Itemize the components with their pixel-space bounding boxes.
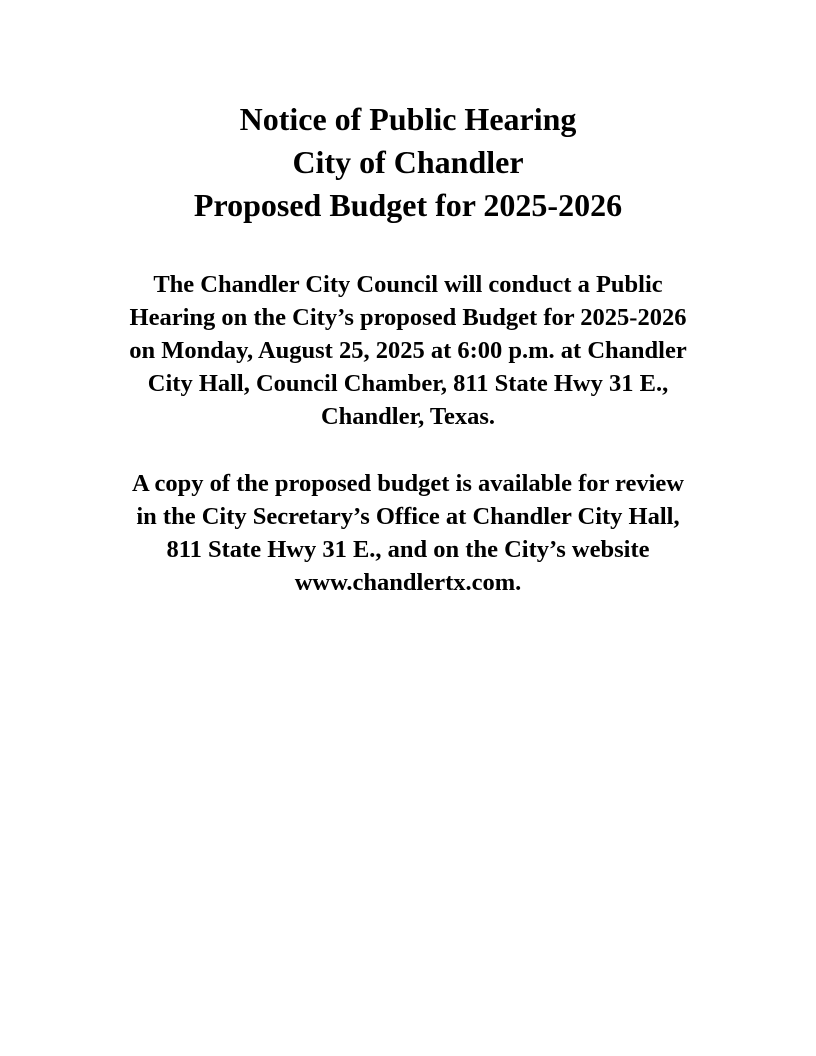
website-link-text: www.chandlertx.com. [294, 569, 522, 596]
paragraph-line: City Hall, Council Chamber, 811 State Hwy 31 E., [147, 370, 669, 397]
paragraph-line: in the City Secretary’s Office at Chandler City Hall, [136, 503, 680, 530]
title-line-notice: Notice of Public Hearing [239, 101, 577, 137]
title-line-city: City of Chandler [292, 144, 524, 180]
paragraph-line: Hearing on the City’s proposed Budget for 2025-2026 [129, 304, 687, 331]
paragraph-line: 811 State Hwy 31 E., and on the City’s website [166, 536, 650, 563]
paragraph-line: A copy of the proposed budget is available for review [132, 470, 684, 497]
hearing-paragraph [58, 268, 758, 433]
paragraph-line: The Chandler City Council will conduct a Public [153, 271, 663, 298]
paragraph-line: on Monday, August 25, 2025 at 6:00 p.m. at Chandler [129, 337, 687, 364]
budget-availability-paragraph [58, 467, 758, 599]
paragraph-line: Chandler, Texas. [320, 403, 496, 430]
notice-title [58, 98, 758, 227]
title-line-budget: Proposed Budget for 2025-2026 [193, 187, 623, 223]
